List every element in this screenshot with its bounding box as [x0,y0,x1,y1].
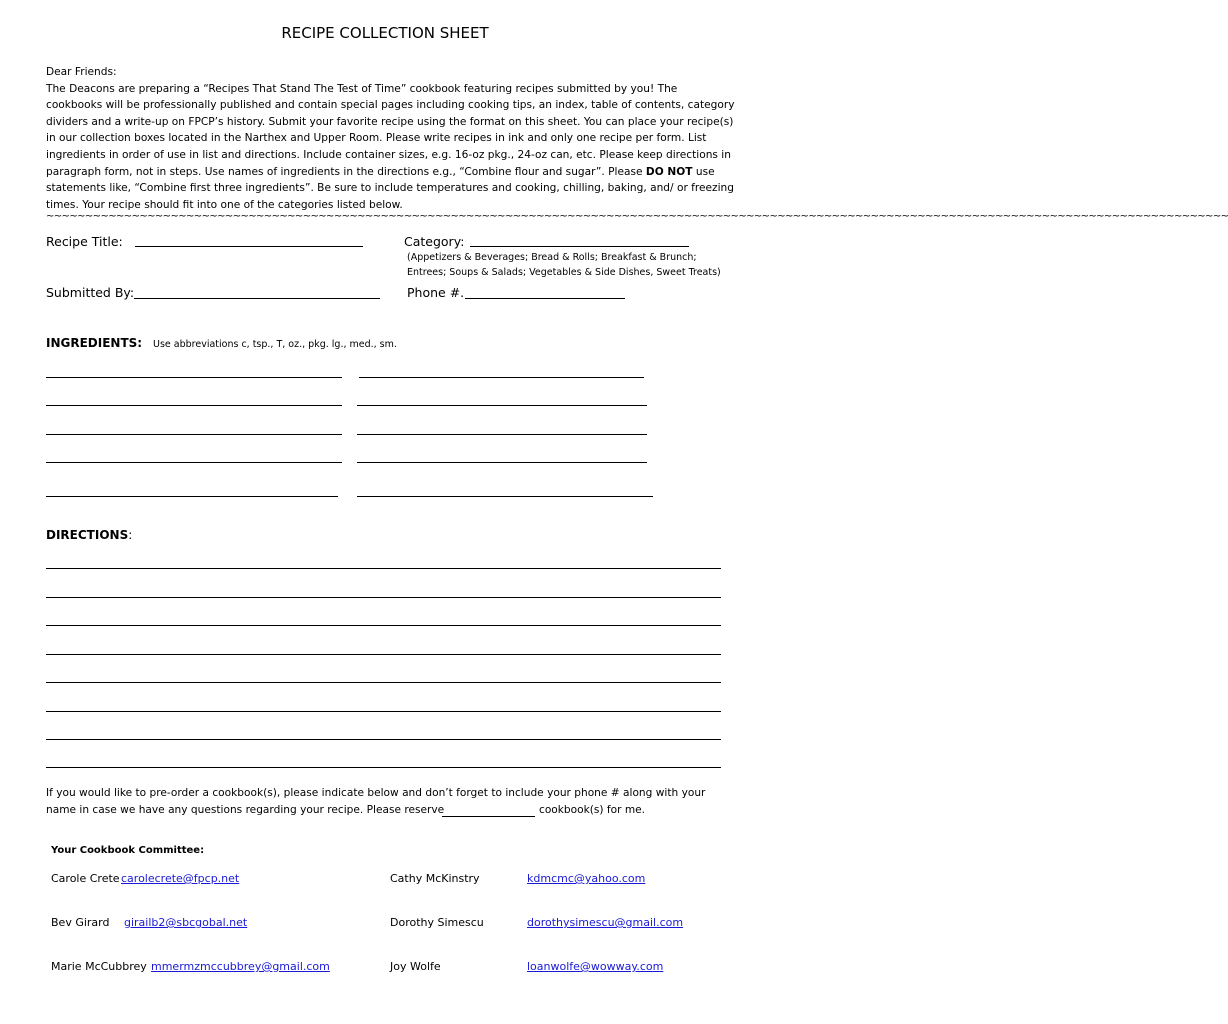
direction-line[interactable] [46,597,721,598]
recipe-title-field[interactable] [135,246,363,247]
committee-heading: Your Cookbook Committee: [51,845,205,856]
ingredient-line[interactable] [357,405,647,406]
category-options-line2: Entrees; Soups & Salads; Vegetables & Side Dishes, Sweet Treats) [407,267,721,278]
ingredient-line[interactable] [46,496,338,497]
direction-line[interactable] [46,739,721,740]
committee-member-name: Bev Girard [51,916,110,929]
committee-member-email[interactable]: loanwolfe@wowway.com [527,960,664,973]
direction-line[interactable] [46,625,721,626]
cookbook-quantity-field[interactable] [442,816,535,817]
submitted-by-label: Submitted By: [46,285,135,300]
category-options-line1: (Appetizers & Beverages; Bread & Rolls; Breakfast & Brunch; [407,252,697,263]
ingredient-line[interactable] [46,462,342,463]
recipe-title-label: Recipe Title: [46,234,123,249]
intro-paragraph [46,81,736,214]
committee-member-name: Cathy McKinstry [390,872,480,885]
do-not-emphasis: DO NOT [645,165,693,178]
committee-member-name: Carole Crete [51,872,120,885]
preorder-text-line2: name in case we have any questions regarding your recipe. Please reserve [46,804,445,816]
direction-line[interactable] [46,767,721,768]
intro-text-1: The Deacons are preparing a “Recipes That Stand The Test of Time” cookbook featuring recipes submitted by you! The cookbooks will be professionally published and contain special pages including cooking tips, an index, table of contents, category dividers and a write-up on FPCP’s history. Submit your favorite recipe using the format on this sheet. You can place your recipe(s) in our collection boxes located in the Narthex and Upper Room. Please write recipes in ink and only one recipe per form. List ingredients in order of use in list and directions. Include container sizes, e.g. 16-oz pkg., 24-oz can, etc. Please keep directions in paragraph form, not in steps. Use names of ingredients in the directions e.g., “Combine flour and sugar”. Please [46,82,735,178]
committee-member-name: Joy Wolfe [390,960,441,973]
ingredients-label: INGREDIENTS: [46,336,143,350]
category-field[interactable] [470,246,689,247]
ingredient-line[interactable] [357,434,647,435]
direction-line[interactable] [46,654,721,655]
ingredients-hint: Use abbreviations c, tsp., T, oz., pkg. lg., med., sm. [153,339,397,350]
directions-label: DIRECTIONS [46,528,129,542]
ingredient-line[interactable] [46,405,342,406]
ingredient-line[interactable] [46,377,342,378]
intro-text-2: use statements like, “Combine first three ingredients”. Be sure to include temperatures and cooking, chilling, baking, and/ or freezing times. Your recipe should fit into one of the categories listed below. [46,165,734,211]
committee-member-email[interactable]: girailb2@sbcgobal.net [124,916,248,929]
direction-line[interactable] [46,682,721,683]
preorder-text-line1: If you would like to pre-order a cookbook(s), please indicate below and don’t forget to include your phone # along with your [46,787,706,799]
ingredient-line[interactable] [359,377,644,378]
salutation: Dear Friends: [46,66,117,78]
directions-colon: : [128,528,133,542]
committee-member-email[interactable]: kdmcmc@yahoo.com [527,872,646,885]
committee-member-email[interactable]: dorothysimescu@gmail.com [527,916,684,929]
direction-line[interactable] [46,711,721,712]
committee-member-name: Dorothy Simescu [390,916,484,929]
intro-letter [46,64,736,213]
phone-label: Phone #. [407,285,465,300]
category-label: Category: [404,234,465,249]
preorder-text-line3: cookbook(s) for me. [539,804,646,816]
committee-member-email[interactable]: carolecrete@fpcp.net [121,872,240,885]
committee-member-name: Marie McCubbrey [51,960,147,973]
ingredient-line[interactable] [46,434,342,435]
phone-field[interactable] [465,298,625,299]
direction-line[interactable] [46,568,721,569]
ingredient-line[interactable] [357,496,653,497]
submitted-by-field[interactable] [134,298,380,299]
committee-member-email[interactable]: mmermzmccubbrey@gmail.com [151,960,330,973]
directions-heading [46,524,132,543]
page-title: RECIPE COLLECTION SHEET [281,24,489,42]
tilde-separator: ~~~~~~~~~~~~~~~~~~~~~~~~~~~~~~~~~~~~~~~~~~~~~~~~~~~~~~~~~~~~~~~~~~~~~~~~~~~~~~~~~~~~~~~~~~~~~~~~~~~~~~~~~~~~~~~~~~~~~~~~~~~~~~~~~~~~~~~~~~~~~~~~~~~~~~~~ [46,211,1228,222]
ingredient-line[interactable] [357,462,647,463]
